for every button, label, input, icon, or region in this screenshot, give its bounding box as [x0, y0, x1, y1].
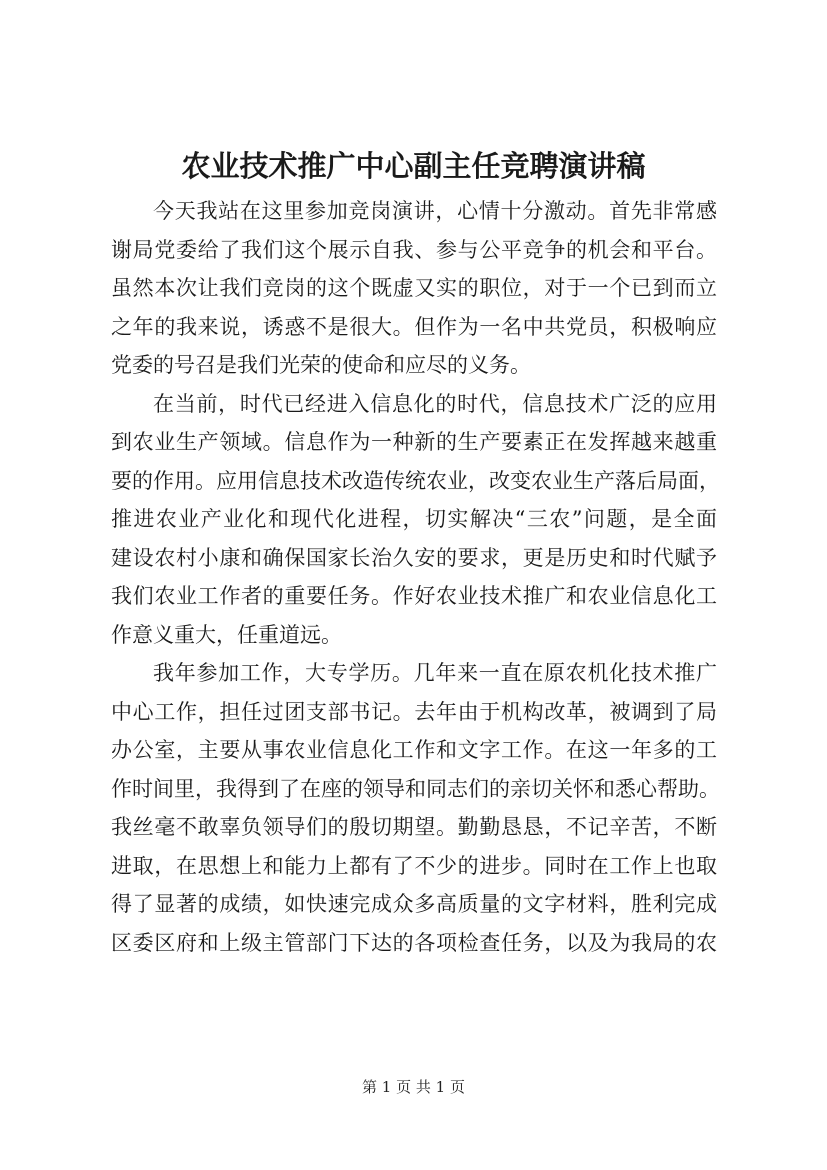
- paragraph-2-line-6: 我们农业工作者的重要任务。作好农业技术推广和农业信息化工: [111, 584, 717, 608]
- paragraph-2-line-1: 在当前，时代已经进入信息化的时代，信息技术广泛的应用: [153, 391, 717, 416]
- paragraph-3-line-1: 我年参加工作，大专学历。几年来一直在原农机化技术推广: [153, 661, 717, 685]
- page-footer: 第 1 页 共 1 页: [362, 1078, 465, 1096]
- paragraph-3-line-4: 作时间里，我得到了在座的领导和同志们的亲切关怀和悉心帮助。: [111, 776, 720, 801]
- document-body: [111, 192, 720, 962]
- document-title: 农业技术推广中心副主任竞聘演讲稿: [181, 149, 646, 183]
- paragraph-1-line-4: 之年的我来说，诱惑不是很大。但作为一名中共党员，积极响应: [111, 314, 717, 339]
- paragraph-3-line-5: 我丝毫不敢辜负领导们的殷切期望。勤勤恳恳，不记辛苦，不断: [111, 815, 717, 839]
- paragraph-1-line-5: 党委的号召是我们光荣的使命和应尽的义务。: [111, 353, 531, 377]
- paragraph-1-line-1: 今天我站在这里参加竞岗演讲，心情十分激动。首先非常感: [153, 199, 717, 223]
- paragraph-3-line-6: 进取，在思想上和能力上都有了不少的进步。同时在工作上也取: [111, 853, 717, 878]
- paragraph-3-line-8: 区委区府和上级主管部门下达的各项检查任务，以及为我局的农: [111, 930, 717, 955]
- paragraph-2-line-7: 作意义重大，任重道远。: [111, 622, 342, 647]
- paragraph-3-line-3: 办公室，主要从事农业信息化工作和文字工作。在这一年多的工: [111, 738, 717, 762]
- paragraph-2-line-3: 要的作用。应用信息技术改造传统农业，改变农业生产落后局面，: [111, 468, 720, 493]
- paragraph-3-line-7: 得了显著的成绩，如快速完成众多高质量的文字材料，胜利完成: [111, 892, 717, 916]
- paragraph-1-line-3: 虽然本次让我们竞岗的这个既虚又实的职位，对于一个已到而立: [111, 276, 717, 300]
- paragraph-3-line-2: 中心工作，担任过团支部书记。去年由于机构改革，被调到了局: [111, 699, 717, 724]
- paragraph-2-line-4: 推进农业产业化和现代化进程，切实解决“三农”问题，是全面: [111, 507, 717, 531]
- paragraph-1-line-2: 谢局党委给了我们这个展示自我、参与公平竞争的机会和平台。: [111, 237, 717, 262]
- paragraph-2-line-2: 到农业生产领域。信息作为一种新的生产要素正在发挥越来越重: [111, 430, 717, 454]
- paragraph-2-line-5: 建设农村小康和确保国家长治久安的要求，更是历史和时代赋予: [111, 545, 717, 570]
